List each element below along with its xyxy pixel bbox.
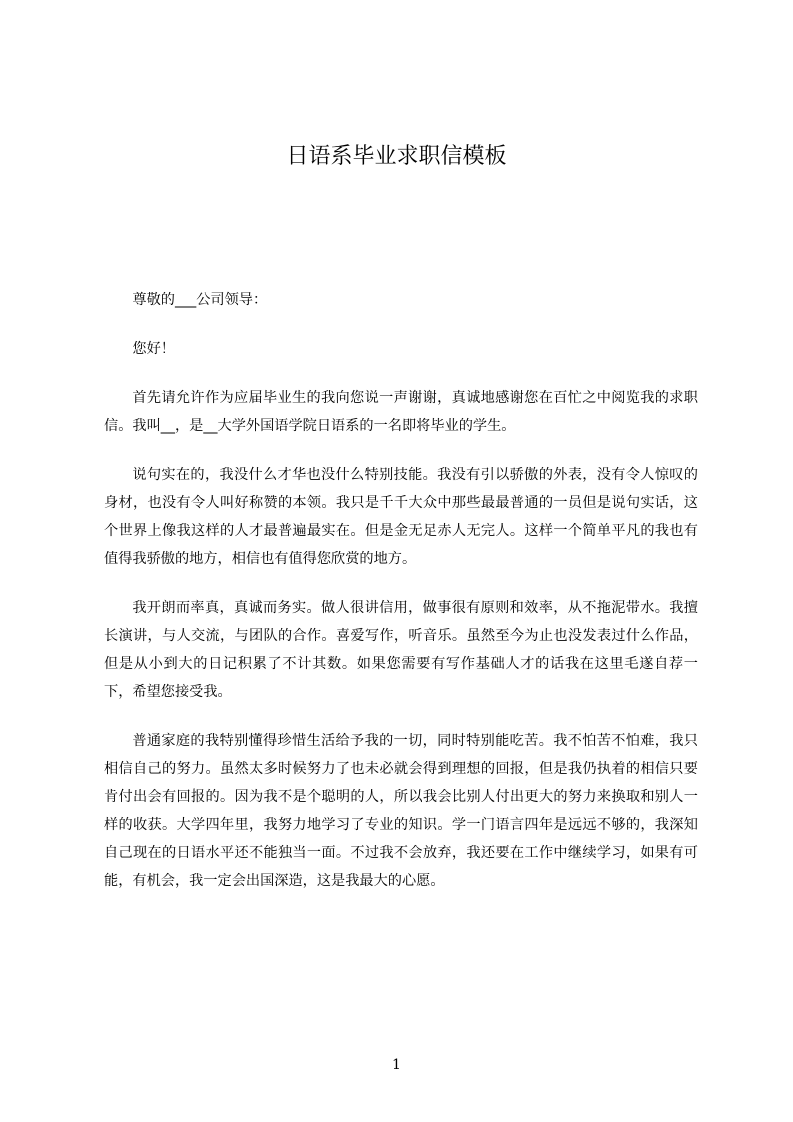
document-title: 日语系毕业求职信模板 [286, 144, 507, 169]
paragraph-strengths: 我开朗而率真，真诚而务实。做人很讲信用，做事很有原则和效率，从不拖泥带水。我擅长演讲，与人交流，与团队的合作。喜爱写作，听音乐。虽然至今为止也没发表过什么作品，但是从小到大的日记积累了不计其数。如果您需要有写作基础人才的话我在这里毛遂自荐一下，希望您接受我。 [104, 600, 698, 700]
greeting: 您好！ [132, 341, 175, 357]
paragraph-background: 普通家庭的我特别懂得珍惜生活给予我的一切，同时特别能吃苦。我不怕苦不怕难，我只相信自己的努力。虽然太多时候努力了也未必就会得到理想的回报，但是我仍执着的相信只要肯付出会有回报的。因为我不是个聪明的人，所以我会比别人付出更大的努力来换取和别人一样的收获。大学四年里，我努力地学习了专业的知识。学一门语言四年是远远不够的，我深知自己现在的日语水平还不能独当一面。不过我不会放弃，我还要在工作中继续学习，如果有可能，有机会，我一定会出国深造，这是我最大的心愿。 [104, 733, 698, 889]
salutation: 尊敬的___公司领导： [132, 292, 268, 308]
letter-body [104, 286, 698, 916]
paragraph-introduction: 首先请允许作为应届毕业生的我向您说一声谢谢，真诚地感谢您在百忙之中阅览我的求职信。我叫__，是__大学外国语学院日语系的一名即将毕业的学生。 [104, 390, 698, 434]
page-number: 1 [392, 1057, 401, 1073]
paragraph-self-description: 说句实在的，我没什么才华也没什么特别技能。我没有引以骄傲的外表，没有令人惊叹的身材，也没有令人叫好称赞的本领。我只是千千大众中那些最最普通的一员但是说句实话，这个世界上像我这样的人才最普遍最实在。但是金无足赤人无完人。这样一个简单平凡的我也有值得我骄傲的地方，相信也有值得您欣赏的地方。 [104, 467, 698, 567]
